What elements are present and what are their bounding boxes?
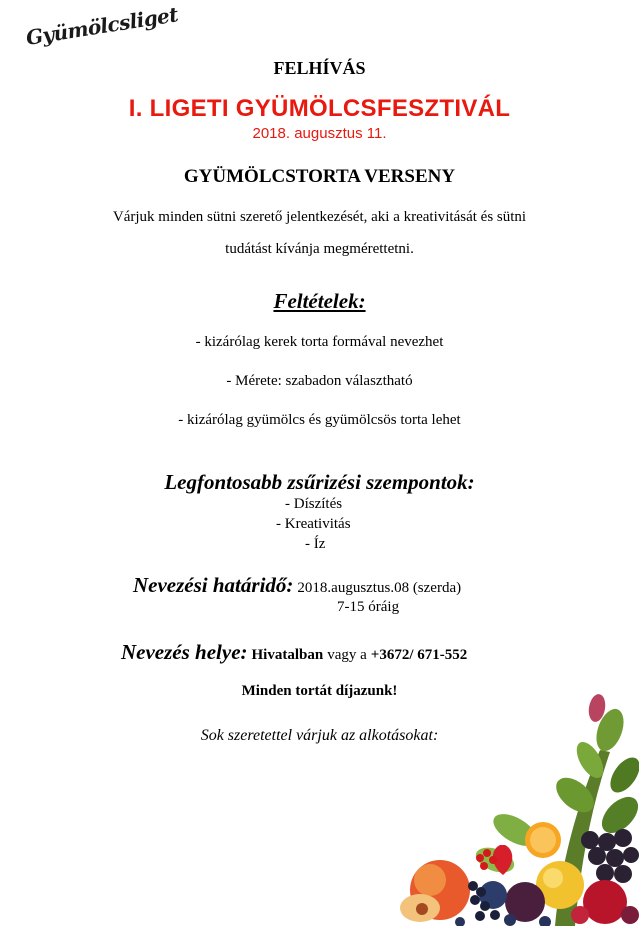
- condition-item: - Mérete: szabadon választható: [226, 373, 413, 389]
- fruit-arrangement-icon: [385, 690, 639, 926]
- prize-text: Minden tortát díjazunk!: [241, 683, 398, 699]
- festival-title: I. LIGETI GYÜMÖLCSFESZTIVÁL: [128, 95, 511, 122]
- festival-date: 2018. augusztus 11.: [252, 125, 387, 142]
- criteria-item: - Kreativitás: [276, 516, 351, 532]
- deadline-value: 2018.augusztus.08 (szerda): [297, 580, 462, 596]
- criteria-item: - Íz: [305, 536, 326, 552]
- place-connector: vagy a: [327, 647, 367, 663]
- call-heading: FELHÍVÁS: [273, 58, 366, 78]
- place-office: Hivatalban: [251, 647, 324, 663]
- place-phone: +3672/ 671-552: [370, 647, 468, 663]
- conditions-heading: Feltételek:: [273, 289, 366, 313]
- criteria-item: - Díszítés: [285, 496, 343, 512]
- place-label: Nevezés helye:: [121, 640, 248, 664]
- place-line: [121, 640, 467, 665]
- deadline-hours: 7-15 óráig: [337, 599, 400, 615]
- condition-item: - kizárólag gyümölcs és gyümölcsös torta lehet: [178, 412, 461, 428]
- intro-line-2: tudátást kívánja megmérettetni.: [225, 241, 414, 257]
- contest-title: GYÜMÖLCSTORTA VERSENY: [183, 166, 456, 187]
- criteria-heading: Legfontosabb zsűrizési szempontok:: [164, 470, 475, 494]
- brand-logo: Gyümölcsliget: [24, 2, 180, 51]
- deadline-label: Nevezési határidő:: [133, 573, 294, 597]
- deadline-line: [133, 573, 461, 598]
- intro-line-1: Várjuk minden sütni szerető jelentkezését, aki a kreativitását és sütni: [112, 209, 527, 225]
- closing-text: Sok szeretettel várjuk az alkotásokat:: [200, 727, 439, 744]
- condition-item: - kizárólag kerek torta formával nevezhet: [195, 334, 444, 350]
